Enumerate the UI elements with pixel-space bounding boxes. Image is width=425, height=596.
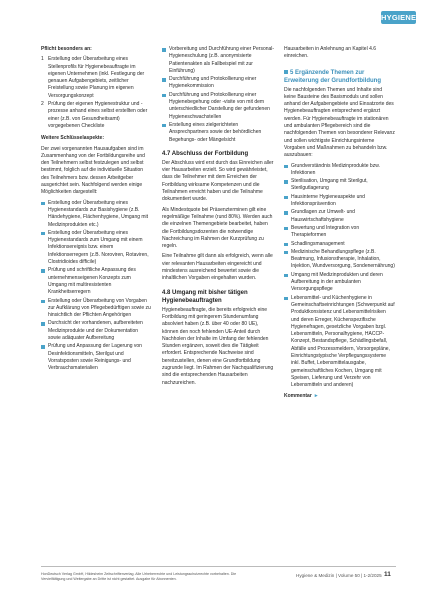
list-item: Grundverständnis Medizinprodukte bzw. Infektionen: [284, 163, 395, 178]
paragraph: Hygienebeauftragte, die bereits erfolgreich eine Fortbildung mit geringerem Stundenumfang absolviert haben (z.B. über 40 oder 80 UE), können den noch fehlenden UE-Anteil durch Nachholen der Inhalte im Umfang der fehlenden Stunden ergänzen, soweit dies die Tätigkeit erfordert. Entsprechende Nachweise sind bereitzustellen, denen eine Grundfortbildung zugrunde liegt. Im Rahmen der Nachqualifizierung sind die entsprechenden Hausarbeiten nachzureichen.: [162, 306, 274, 386]
column-1: [41, 46, 151, 375]
list-item: Erstellung eines zielgerichteten Ansprechpartners sowie der behördlichen Begehungs- oder Mängelsicht: [162, 122, 275, 144]
list-item: Durchführung und Protokollierung einer Hygienebegehung oder -visite von mit dem unterschiedlicher Darstellung der gefundenen Hygieneschwachstellen: [162, 92, 275, 121]
numbered-list: [41, 56, 151, 130]
list-item: Schadlingsmanagement: [284, 241, 395, 248]
paragraph: Der Abschluss wird erst durch das Einreichen aller vier Hausarbeiten erzielt. So wird gewährleistet, dass die Teilnehmer mit dem Erreichen der Fortbildung wirksame Kompetenzen und die Teilnahmen erreicht haben und die Teilnahme dokumentiert wurde.: [162, 159, 274, 203]
kommentar-link[interactable]: [284, 393, 395, 400]
list-item: Durchsicht der vorhandenen, aufbereiteten Medizinprodukte und der Dokumentation sowie adäquater Aufbereitung: [41, 320, 151, 342]
list-item: Erstellung oder Überarbeitung eines Hygienestandards zur Basishygiene (z.B. Händehygiene, Flächenhygiene, Umgang mit Medizinprodukten etc.): [41, 200, 151, 229]
paragraph: Eine Teilnahme gilt dann als erfolgreich, wenn alle vier relevanten Hausarbeiten eingereicht und mindestens ausreichend bewertet sowie die inhaltlichen Vorgaben eingehalten wurden.: [162, 253, 273, 282]
list-item: Umgang mit Medizinprodukten und deren Aufbereitung in der ambulanten Versorgungspflege: [284, 272, 395, 294]
list-item: Hausinterne Hygieneaspekte und Infektionsprävention: [284, 194, 395, 209]
themes-intro: Der zwei vorgenannten Hausaufgaben sind im Zusammenhang von der Fortbildungsreihe und den Teilnehmern selbst festzulegen und selbst bestimmt, folglich auf die individuelle Situation des Teilnehmers bzw. dessen Arbeitgeber ausgerichtet sein. Nachfolgend werden einige Möglichkeiten dargestellt:: [41, 145, 145, 196]
footer-divider: [41, 566, 396, 567]
list-item: Erstellung oder Überarbeitung eines Hygienestandards zum Umgang mit einem Infektionsereignis bzw. einem Infektionserregern (z.B. Noroviren, Rotaviren, Clostridioides difficile): [41, 230, 151, 266]
bullet-list: [284, 163, 395, 390]
themes-heading: Weitere Schlüsselaspekte:: [41, 135, 104, 142]
section-heading-4-7: 4.7 Abschluss der Fortbildung: [162, 150, 249, 157]
column-3: [284, 46, 395, 401]
list-item: Vorbereitung und Durchführung einer Personal-Hygieneschulung (z.B. anonymisierte Patientenakten als Fallbeispiel mit zur Einführung): [162, 46, 275, 75]
page-number: 11: [384, 571, 391, 578]
item-text: Prüfung der eigenen Hygienestruktur und -prozesse anhand eines selbst erstellten oder einer (z.B. von Gesundheitsamt) vorgegebenen Checkliste: [48, 101, 148, 129]
journal-logo: HYGIENE: [381, 13, 417, 22]
bullet-list: [41, 200, 151, 373]
bullet-list: [162, 46, 275, 144]
intro-heading: Pflicht besonders an:: [41, 46, 92, 52]
list-item: Sterilisation, Umgang mit Sterilgut, Sterilgutlagerung: [284, 178, 395, 193]
kommentar-label: Kommentar: [284, 393, 312, 400]
journal-citation: Hygiene & Medizin | Volume 50 | 1-2/2025: [296, 573, 382, 578]
square-bullet-icon: [284, 70, 288, 74]
section-heading-text: 5 Ergänzende Themen zur Erweiterung der Grundfortbildung: [284, 69, 381, 84]
list-item: Prüfung und Anpassung der Lagerung von Desinfektionsmitteln, Sterilgut und Vorratsposten sowie Reinigungs- und Verbrauchsmaterialien: [41, 343, 151, 372]
list-item: Medizinische Behandlungspflege (z.B. Beatmung, Infusionstherapie, Inhalation, Injektion, Wundversorgung, Sondenernährung): [284, 249, 395, 271]
numbered-item: [41, 101, 151, 130]
list-item: Durchführung und Protokollierung einer Hygienekommission: [162, 76, 275, 91]
arrow-right-icon: ►: [313, 393, 319, 400]
item-number: 1: [41, 56, 44, 63]
numbered-item: [41, 56, 151, 100]
list-item: Lebensmittel- und Küchenhygiene in Gemeinschaftseinrichtungen (Schwerpunkt auf Produktkonsistenz und Lebensmittelrisiken und deren Erreger, Küchenspezifische Hygienefragen, gesetzliche Vorgaben bzgl. Lebensmitteln, Personalhygiene, HACCP-Konzept, Bestandspflege, Schädlingsbefall, Abfälle und Prozessmeldern, Vorsorgepläne, Einrichtungstypische Verpflegungssysteme inkl. Buffet, Lebensmittelausgabe, gemeinschaftliches Kochen, Umgang mit Speisen, Lieferung und Verzehr von Lebensmitteln und anderen): [284, 295, 395, 390]
list-item: Bewertung und Integration von Therapieformen: [284, 225, 395, 240]
list-item: Grundlagen zur Umwelt- und Hauswirtschaftshygiene: [284, 209, 395, 224]
copyright-notice: HonDeutsch Verlag GmbH, Hildesheim Zeitschriftenverlag. Alle Urheberrechte und Leistungsschutzrechte vorbehalten. Die Vervielfältigung und Weitergabe an Dritte ist nicht gestattet. Ausgabe für Abonnenten.: [41, 572, 237, 581]
section-heading-5: [284, 69, 395, 85]
paragraph: Die nachfolgenden Themen und Inhalte sind keine Bausteine des Basismoduls und sollen anhand der Aufgabengebiete und Einsatzorte des Hygienebeauftragten entsprechend ergänzt werden. Für Hygienebeauftragte im stationären und ambulanten Pflegebereich sind die nachfolgenden Themen von besonderer Relevanz und sollen wichtigste Einrichtungsinterne Vorgaben und Maßnahmen zu behandeln bzw. auszubauen:: [284, 86, 395, 159]
item-number: 2: [41, 101, 44, 108]
paragraph: Als Mindestquote bei Präsenzterminen gilt eine regelmäßige Teilnahme (rund 80%). Werden auch die einzelnen Themengebiete bearbeitet, haben die Fortbildungsdozenten die notwendige Nachreichung im Rahmen der Kurzprüfung zu regeln.: [162, 206, 273, 250]
column-2: [162, 46, 275, 390]
paragraph: Hausarbeiten in Anlehnung an Kapitel 4.6 einreichen.: [284, 46, 377, 60]
item-text: Erstellung oder Überarbeitung eines Stellenprofils für Hygienebeauftragte im eigenen Unternehmen (inkl. Festlegung der genauen Aufgabengebiets, zeitlicher Freistellung sowie Planung im eigenen Versorgungskonzept: [48, 56, 145, 99]
list-item: Erstellung oder Überarbeitung von Vorgaben zur Aufklärung von Pflegebedürftigen sowie zu hinsichtlich der Pflichten Angehörigen: [41, 298, 151, 320]
list-item: Prüfung und schriftliche Anpassung des unternehmenseigenen Konzepts zum Umgang mit multiresistenten Krankheitserregern: [41, 267, 151, 296]
section-heading-4-8: 4.8 Umgang mit bisher tätigen Hygienebeauftragten: [162, 289, 248, 304]
